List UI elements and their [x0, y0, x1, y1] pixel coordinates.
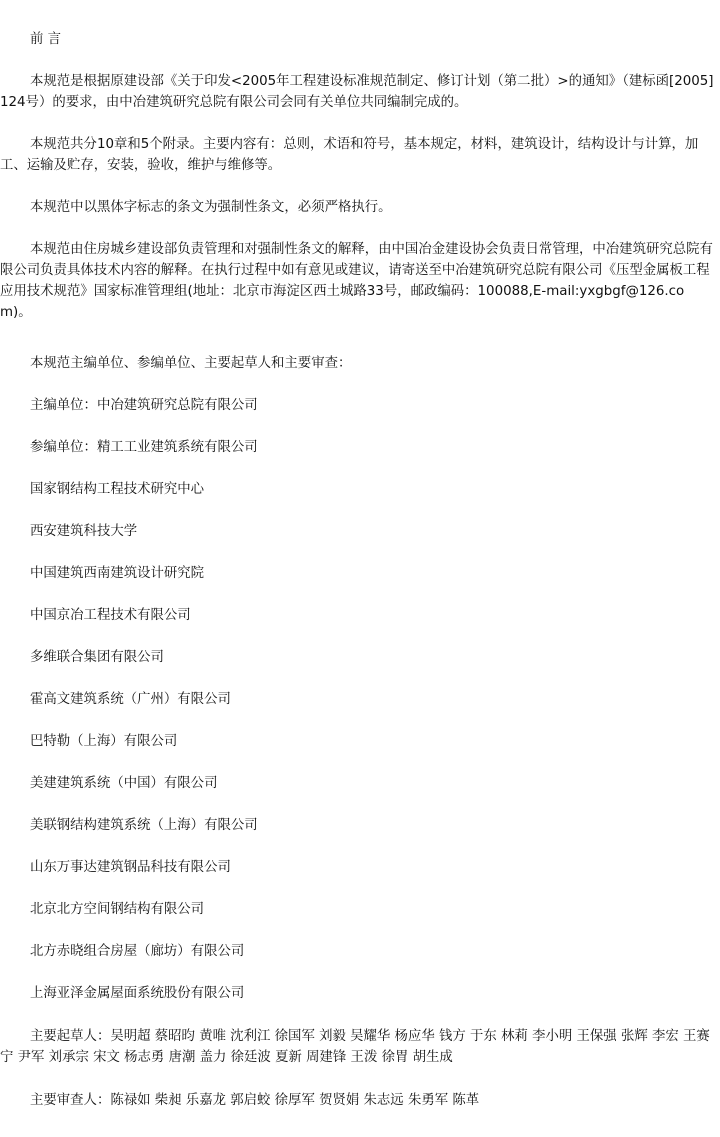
participating-unit: 美建建筑系统（中国）有限公司	[30, 776, 218, 791]
chief-unit: 主编单位：中冶建筑研究总院有限公司	[30, 398, 258, 413]
participating-unit: 上海亚泽金属屋面系统股份有限公司	[30, 986, 245, 1001]
units-intro: 本规范主编单位、参编单位、主要起草人和主要审查：	[30, 356, 352, 371]
paragraph-management: 本规范由住房城乡建设部负责管理和对强制性条文的解释，由中国冶金建设协会负责日常管理，中冶建筑研究总院有限公司负责具体技术内容的解释。在执行过程中如有意见或建议，请寄送至中冶建筑研究总院有限公司《压型金属板工程应用技术规范》国家标准管理组(地址：北京市海淀区西土城路33号，邮政编码：100088,E-mail:yxgbgf@126.com)。	[0, 242, 713, 320]
participating-unit: 多维联合集团有限公司	[30, 650, 164, 665]
drafters-list: 主要起草人：吴明超 蔡昭昀 黄唯 沈利江 徐国军 刘毅 吴耀华 杨应华 钱方 于东 林莉 李小明 王保强 张辉 李宏 王赛宁 尹军 刘承宗 宋文 杨志勇 唐潮 盖力 徐廷波 夏新 周建锋 王泼 徐胃 胡生成	[0, 1029, 710, 1065]
preface-heading: 前 言	[30, 32, 62, 47]
participating-unit: 霍高文建筑系统（广州）有限公司	[30, 692, 231, 707]
participating-unit: 参编单位：精工工业建筑系统有限公司	[30, 440, 258, 455]
paragraph-mandatory: 本规范中以黑体字标志的条文为强制性条文，必须严格执行。	[30, 200, 392, 215]
participating-unit: 西安建筑科技大学	[30, 524, 138, 539]
participating-unit: 中国建筑西南建筑设计研究院	[30, 566, 205, 581]
paragraph-basis: 本规范是根据原建设部《关于印发<2005年工程建设标准规范制定、修订计划（第二批）>的通知》（建标函[2005]124号）的要求，由中冶建筑研究总院有限公司会同有关单位共同编制完成的。	[0, 74, 714, 110]
paragraph-contents: 本规范共分10章和5个附录。主要内容有：总则，术语和符号，基本规定，材料，建筑设计，结构设计与计算，加工、运输及贮存，安装，验收，维护与维修等。	[0, 137, 699, 173]
participating-unit: 中国京冶工程技术有限公司	[30, 608, 191, 623]
participating-unit: 国家钢结构工程技术研究中心	[30, 482, 205, 497]
participating-unit: 北方赤晓组合房屋（廊坊）有限公司	[30, 944, 245, 959]
participating-unit: 巴特勒（上海）有限公司	[30, 734, 178, 749]
participating-unit: 北京北方空间钢结构有限公司	[30, 902, 205, 917]
reviewers-list: 主要审查人：陈禄如 柴昶 乐嘉龙 郭启蛟 徐厚军 贺贤娟 朱志远 朱勇军 陈革	[30, 1093, 480, 1108]
participating-unit: 山东万事达建筑钢品科技有限公司	[30, 860, 231, 875]
participating-unit: 美联钢结构建筑系统（上海）有限公司	[30, 818, 258, 833]
